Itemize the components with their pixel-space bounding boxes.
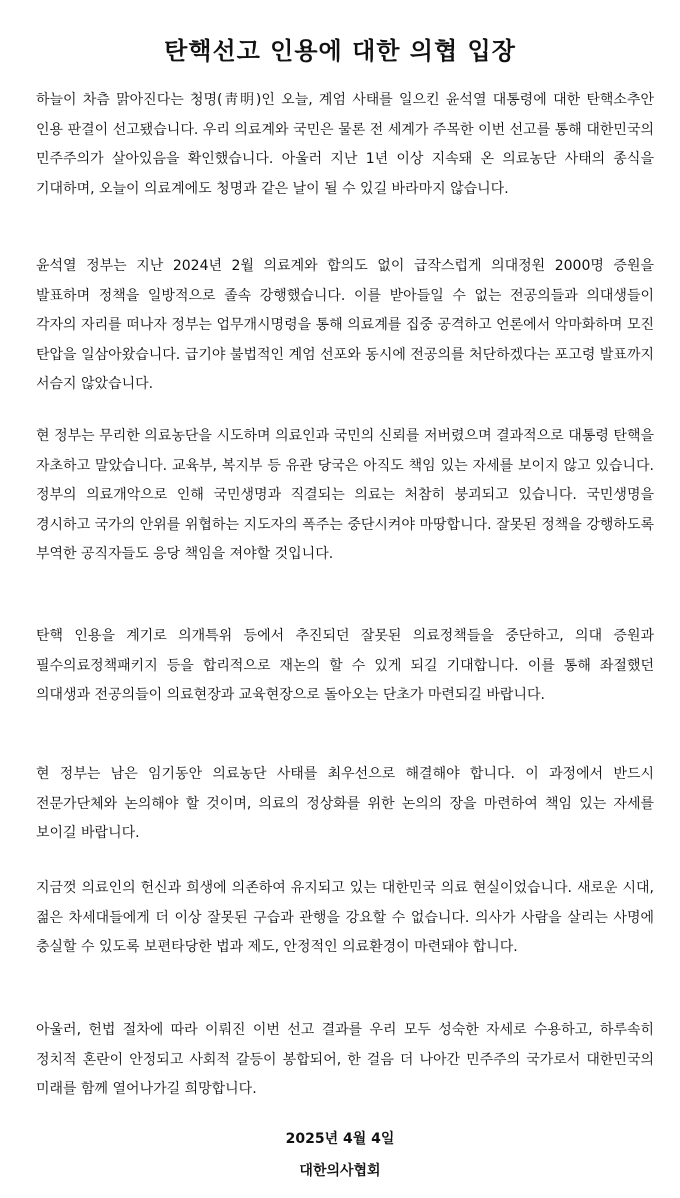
paragraph-3: 현 정부는 무리한 의료농단을 시도하며 의료인과 국민의 신뢰를 저버렸으며 결과적으로 대통령 탄핵을 자초하고 말았습니다. 교육부, 복지부 등 유관 당국은 아직도 책임 있는 자세를 보이지 않고 있습니다. 정부의 의료개악으로 인해 국민생명과 직결되는 의료는 처참히 붕괴되고 있습니다. 국민생명을 경시하고 국가의 안위를 위협하는 지도자의 폭주는 중단시켜야 마땅합니다. 잘못된 정책을 강행하도록 부역한 공직자들도 응당 책임을 져야할 것입니다.	[36, 428, 654, 562]
document-title: 탄핵선고 인용에 대한 의협 입장	[164, 37, 516, 66]
paragraph-1: 하늘이 차츰 맑아진다는 청명(靑明)인 오늘, 계엄 사태를 일으킨 윤석열 대통령에 대한 탄핵소추안 인용 판결이 선고됐습니다. 우리 의료계와 국민은 물론 전 세계가 주목한 이번 선고를 통해 대한민국의 민주주의가 살아있음을 확인했습니다. 아울러 지난 1년 이상 지속돼 온 의료농단 사태의 종식을 기대하며, 오늘이 의료계에도 청명과 같은 날이 될 수 있길 바라마지 않습니다.	[36, 92, 654, 197]
paragraph-7: 아울러, 헌법 절차에 따라 이뤄진 이번 선고 결과를 우리 모두 성숙한 자세로 수용하고, 하루속히 정치적 혼란이 안정되고 사회적 갈등이 봉합되어, 한 걸음 더 나아간 민주주의 국가로서 대한민국의 미래를 함께 열어나가길 희망합니다.	[36, 1022, 654, 1097]
paragraph-4: 탄핵 인용을 계기로 의개특위 등에서 추진되던 잘못된 의료정책들을 중단하고, 의대 증원과 필수의료정책패키지 등을 합리적으로 재논의 할 수 있게 되길 기대합니다. 이를 통해 좌절했던 의대생과 전공의들이 의료현장과 교육현장으로 돌아오는 단초가 마련되길 바랍니다.	[36, 628, 654, 703]
organization-name: 대한의사협회	[299, 1163, 381, 1179]
statement-date: 2025년 4월 4일	[285, 1131, 395, 1147]
paragraph-2: 윤석열 정부는 지난 2024년 2월 의료계와 합의도 없이 급작스럽게 의대정원 2000명 증원을 발표하며 정책을 일방적으로 졸속 강행했습니다. 이를 받아들일 수 없는 전공의들과 의대생들이 각자의 자리를 떠나자 정부는 업무개시명령을 통해 의료계를 집중 공격하고 언론에서 악마화하며 모진 탄압을 일삼아왔습니다. 급기야 불법적인 계엄 선포와 동시에 전공의를 처단하겠다는 포고령 발표까지 서슴지 않았습니다.	[36, 258, 654, 392]
paragraph-5: 현 정부는 남은 임기동안 의료농단 사태를 최우선으로 해결해야 합니다. 이 과정에서 반드시 전문가단체와 논의해야 할 것이며, 의료의 정상화를 위한 논의의 장을 마련하여 책임 있는 자세를 보이길 바랍니다.	[36, 766, 654, 841]
paragraph-6: 지금껏 의료인의 헌신과 희생에 의존하여 유지되고 있는 대한민국 의료 현실이었습니다. 새로운 시대, 젊은 차세대들에게 더 이상 잘못된 구습과 관행을 강요할 수 없습니다. 의사가 사람을 살리는 사명에 충실할 수 있도록 보편타당한 법과 제도, 안정적인 의료환경이 마련돼야 합니다.	[36, 880, 654, 955]
